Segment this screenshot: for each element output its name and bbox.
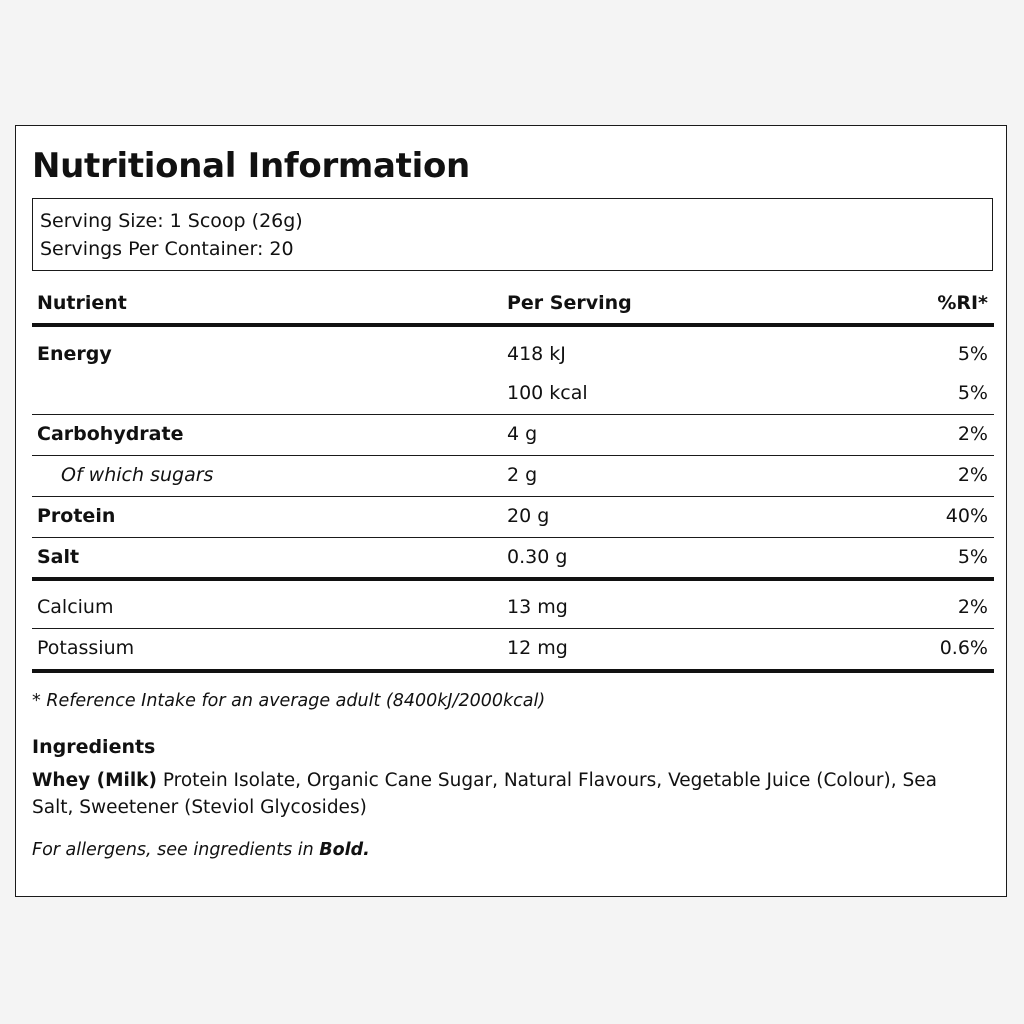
energy-kcal-ri: 5%	[957, 382, 988, 404]
nutrient-name: Protein	[37, 505, 116, 527]
ri-value: 40%	[945, 505, 988, 527]
per-serving-value: 4 g	[507, 423, 538, 445]
nutrient-name: Of which sugars	[61, 464, 214, 486]
serving-info-box	[32, 198, 993, 271]
nutrient-name-energy: Energy	[37, 343, 112, 365]
per-serving-value: 12 mg	[507, 637, 568, 659]
table-row-sugars	[32, 456, 994, 497]
per-serving-value: 0.30 g	[507, 546, 568, 568]
reference-intake-footnote: * Reference Intake for an average adult (8400kJ/2000kcal)	[32, 691, 546, 711]
energy-kcal-value: 100 kcal	[507, 382, 588, 404]
ri-value: 2%	[957, 423, 988, 445]
ri-value: 2%	[957, 464, 988, 486]
allergen-note	[32, 840, 370, 860]
ingredients-heading: Ingredients	[32, 736, 156, 758]
table-header-row	[32, 286, 994, 327]
ingredients-text	[32, 767, 962, 821]
energy-kj-ri: 5%	[957, 343, 988, 365]
nutrition-label	[15, 125, 1007, 897]
table-row-potassium	[32, 629, 994, 673]
energy-kj-value: 418 kJ	[507, 343, 566, 365]
per-serving-value: 20 g	[507, 505, 550, 527]
nutrient-name: Carbohydrate	[37, 423, 184, 445]
table-row-calcium	[32, 581, 994, 629]
allergen-note-bold: Bold.	[319, 840, 370, 860]
header-ri: %RI*	[937, 292, 988, 314]
ri-value: 0.6%	[939, 637, 988, 659]
serving-size: Serving Size: 1 Scoop (26g)	[40, 210, 303, 232]
per-serving-value: 2 g	[507, 464, 538, 486]
nutrition-table	[32, 286, 994, 673]
ingredients-rest: Protein Isolate, Organic Cane Sugar, Natural Flavours, Vegetable Juice (Colour), Sea Salt, Sweetener (Steviol Glycosides)	[32, 770, 937, 818]
per-serving-value: 13 mg	[507, 596, 568, 618]
nutrient-name: Potassium	[37, 637, 135, 659]
table-row-salt	[32, 538, 994, 581]
table-row-carbohydrate	[32, 415, 994, 456]
ri-value: 2%	[957, 596, 988, 618]
nutrient-name: Salt	[37, 546, 80, 568]
table-row-protein	[32, 497, 994, 538]
header-per-serving: Per Serving	[507, 292, 632, 314]
page-title: Nutritional Information	[32, 146, 470, 186]
nutrient-name: Calcium	[37, 596, 114, 618]
ri-value: 5%	[957, 546, 988, 568]
table-row-energy	[32, 327, 994, 415]
header-nutrient: Nutrient	[37, 292, 127, 314]
ingredients-allergen-bold: Whey (Milk)	[32, 770, 157, 791]
servings-per-container: Servings Per Container: 20	[40, 238, 294, 260]
allergen-note-prefix: For allergens, see ingredients in	[32, 840, 320, 860]
